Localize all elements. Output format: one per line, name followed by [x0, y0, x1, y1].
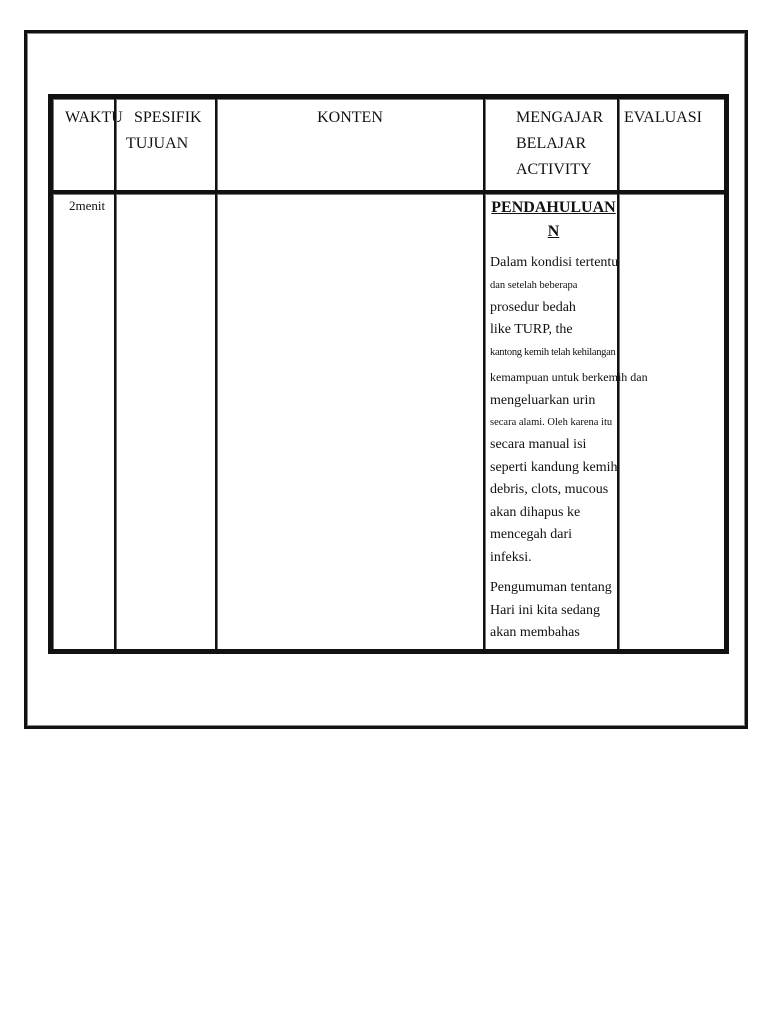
activity-line: seperti kandung kemih — [490, 459, 618, 475]
lesson-plan-table — [48, 94, 729, 654]
header-activity-label: ACTIVITY — [516, 161, 592, 178]
activity-line: prosedur bedah — [490, 299, 576, 315]
activity-line: Pengumuman tentang — [490, 580, 612, 595]
header-waktu-label: WAKTU — [65, 109, 123, 126]
activity-line: Dalam kondisi tertentu — [490, 255, 619, 270]
header-spesifik-label: SPESIFIK — [134, 109, 202, 126]
activity-line: like TURP, the — [490, 322, 573, 337]
header-evaluasi-label: EVALUASI — [624, 109, 702, 126]
header-spesifik-tujuan — [114, 97, 217, 192]
row1-evaluasi — [617, 192, 726, 651]
row1-spesifik-tujuan — [114, 192, 217, 651]
header-belajar-label: BELAJAR — [516, 135, 587, 152]
header-waktu — [51, 97, 123, 192]
activity-line: dan setelah beberapa — [490, 279, 578, 291]
row1-activity — [483, 192, 648, 651]
activity-line: Hari ini kita sedang — [490, 602, 601, 618]
activity-line: debris, clots, mucous — [490, 482, 609, 497]
activity-line: mencegah dari — [490, 527, 573, 542]
activity-title: PENDAHULUAN — [491, 199, 616, 216]
activity-title-cont: N — [547, 223, 560, 240]
row1-konten — [215, 192, 485, 651]
header-mengajar-activity — [483, 97, 619, 192]
header-konten-label: KONTEN — [317, 109, 383, 126]
header-konten — [215, 97, 485, 192]
row1-waktu — [51, 192, 116, 651]
activity-line: secara manual isi — [490, 437, 587, 452]
header-tujuan-label: TUJUAN — [126, 135, 189, 152]
header-mengajar-label: MENGAJAR — [516, 109, 604, 126]
activity-line: infeksi. — [490, 549, 532, 565]
activity-line: secara alami. Oleh karena itu — [490, 417, 613, 428]
activity-line: kemampuan untuk berkemih dan — [490, 369, 648, 384]
activity-line: mengeluarkan urin — [490, 392, 596, 408]
activity-line: kantong kemih telah kehilangan — [490, 346, 616, 358]
activity-line: akan dihapus ke — [490, 504, 581, 520]
header-evaluasi — [617, 97, 726, 192]
activity-line: akan membahas — [490, 625, 580, 640]
row1-waktu-value: 2menit — [69, 198, 106, 213]
